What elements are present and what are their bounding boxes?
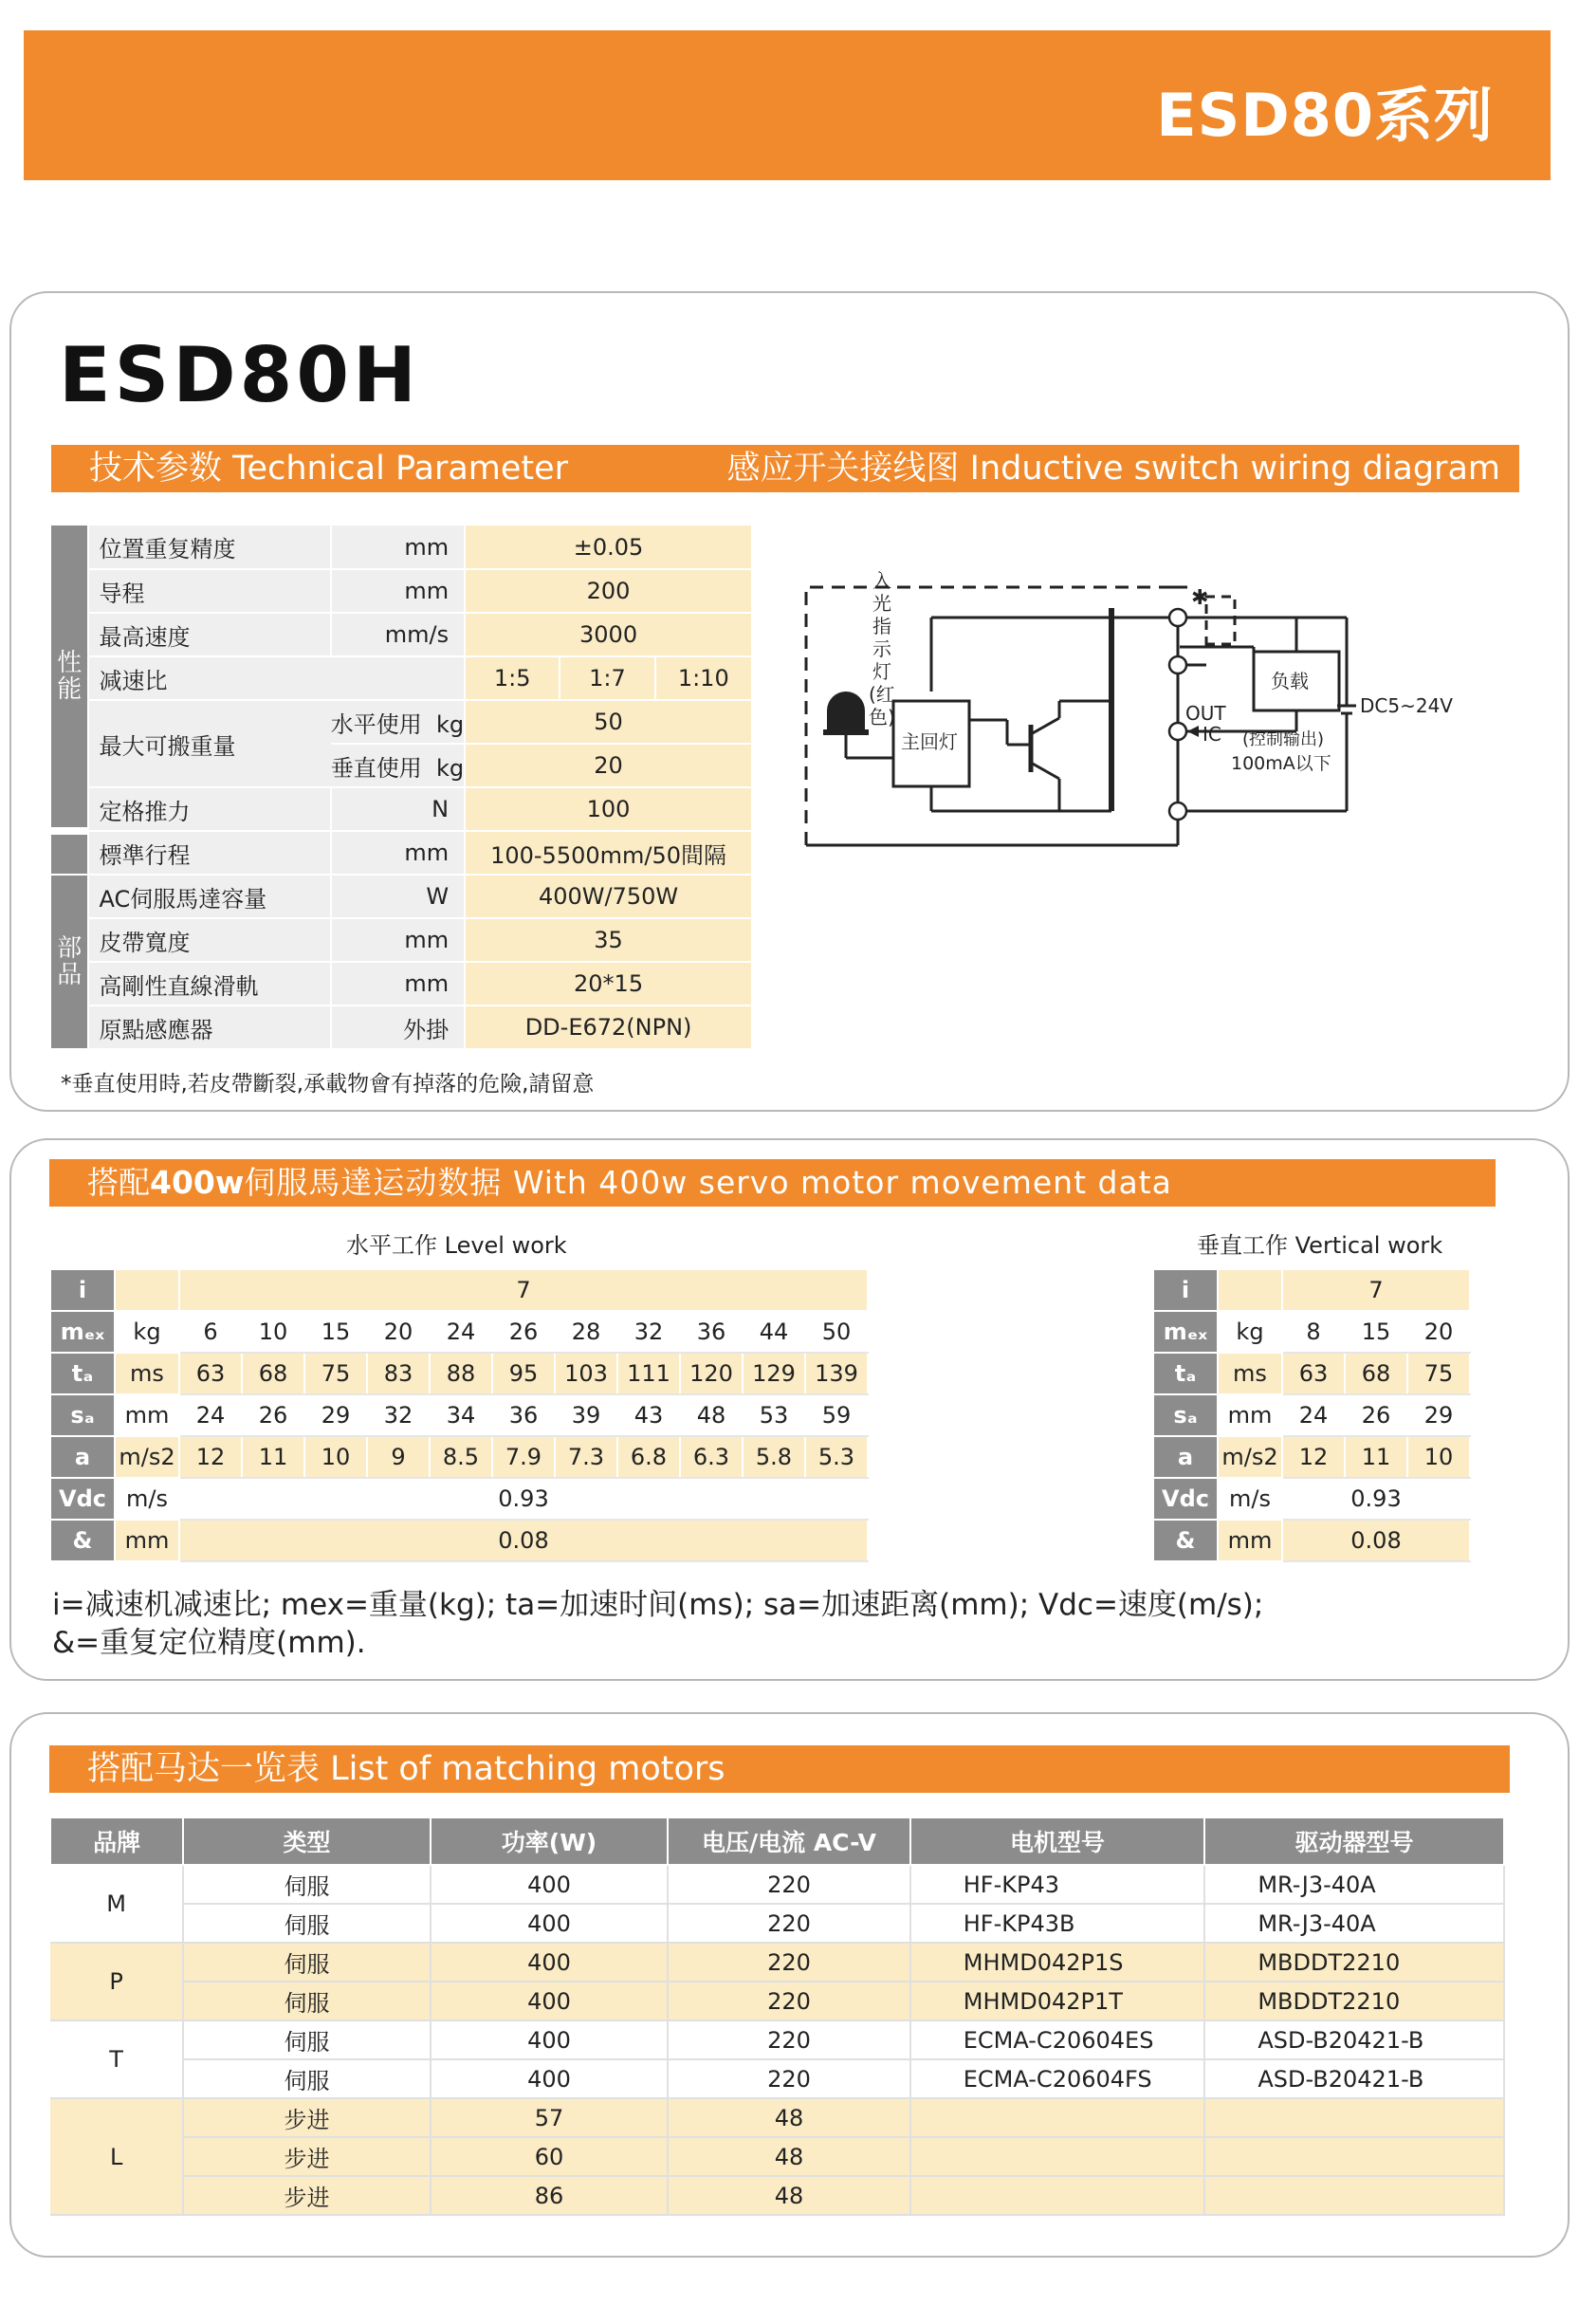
ratio-value: 1:5 — [465, 656, 560, 700]
value-cell: 0.08 — [1282, 1520, 1470, 1561]
motor-cell — [1204, 2176, 1504, 2215]
value-cell: 43 — [617, 1394, 680, 1436]
current-label: 100mA以下 — [1231, 753, 1331, 774]
motor-cell — [1204, 2098, 1504, 2137]
sub-label: 垂直使用 — [330, 754, 422, 782]
technical-panel — [9, 291, 1570, 1112]
value-cell: 5.8 — [743, 1436, 805, 1478]
param-sublabel — [331, 700, 465, 744]
motor-cell: MHMD042P1S — [910, 1943, 1205, 1982]
motor-cell: 60 — [431, 2137, 668, 2176]
param-label: 导程 — [88, 569, 330, 613]
row-label-sa: sₐ — [1153, 1394, 1218, 1436]
param-label: 最大可搬重量 — [88, 700, 330, 787]
value-cell: 24 — [430, 1311, 492, 1353]
terminal-minus-icon — [1169, 656, 1186, 673]
motor-cell — [910, 2098, 1205, 2137]
unit-cell: m/s — [1218, 1478, 1282, 1520]
motor-cell: 220 — [668, 1943, 910, 1982]
motor-cell: 48 — [668, 2137, 910, 2176]
table-row — [50, 1394, 868, 1436]
terminal-out-icon — [1169, 723, 1186, 740]
value-cell: 83 — [367, 1353, 430, 1394]
value-cell: 68 — [1345, 1353, 1407, 1394]
value-cell: 75 — [304, 1353, 367, 1394]
table-row — [50, 2176, 1504, 2215]
table-row — [50, 2059, 1504, 2098]
row-label-vdc: Vdc — [1153, 1478, 1218, 1520]
column-header: 品牌 — [50, 1817, 183, 1865]
row-label-mex: mₑₓ — [1153, 1311, 1218, 1353]
level-work-table — [49, 1268, 869, 1562]
motor-cell: HF-KP43 — [910, 1865, 1205, 1904]
column-header: 类型 — [183, 1817, 431, 1865]
motor-cell: 220 — [668, 2020, 910, 2059]
value-cell: 0.93 — [1282, 1478, 1470, 1520]
value-cell: 15 — [304, 1311, 367, 1353]
control-output-label: (控制输出) — [1242, 729, 1325, 749]
value-cell: 26 — [1345, 1394, 1407, 1436]
movement-title-bold: 400w — [150, 1164, 245, 1201]
value-cell: 8.5 — [430, 1436, 492, 1478]
value-cell: 34 — [430, 1394, 492, 1436]
value-cell: 63 — [1282, 1353, 1345, 1394]
brand-cell: M — [50, 1865, 183, 1943]
param-value: 3000 — [465, 613, 752, 656]
value-cell: 0.08 — [179, 1520, 868, 1561]
param-unit: mm — [331, 918, 465, 962]
param-value: 35 — [465, 918, 752, 962]
terminal-ground-icon — [1169, 802, 1186, 820]
column-header: 驱动器型号 — [1204, 1817, 1504, 1865]
param-value: 100-5500mm/50間隔 — [465, 831, 752, 875]
value-cell: 11 — [1345, 1436, 1407, 1478]
param-unit: mm — [331, 962, 465, 1005]
ratio-value: 1:7 — [560, 656, 654, 700]
indicator-char: 色) — [869, 706, 895, 729]
out-label: OUT — [1185, 702, 1226, 725]
param-label: 標準行程 — [88, 831, 330, 875]
param-row — [51, 613, 752, 656]
brand-cell: T — [50, 2020, 183, 2098]
table-row — [50, 1943, 1504, 1982]
row-label-i: i — [1153, 1269, 1218, 1311]
sub-unit: kg — [435, 754, 465, 782]
level-work-caption: 水平工作 Level work — [346, 1232, 567, 1259]
param-row — [51, 918, 752, 962]
indicator-char: 灯 — [872, 660, 891, 683]
param-value: 200 — [465, 569, 752, 613]
value-cell: 12 — [179, 1436, 242, 1478]
value-cell: 5.3 — [805, 1436, 868, 1478]
table-row — [50, 1865, 1504, 1904]
motor-cell: ECMA-C20604ES — [910, 2020, 1205, 2059]
wiring-diagram-title: 感应开关接线图 Inductive switch wiring diagram — [726, 450, 1500, 488]
value-cell: 120 — [680, 1353, 743, 1394]
motor-cell: MHMD042P1T — [910, 1982, 1205, 2020]
param-unit: 外掛 — [331, 1005, 465, 1049]
motor-cell: 220 — [668, 1982, 910, 2020]
param-unit: N — [331, 787, 465, 831]
table-row — [1153, 1436, 1470, 1478]
motor-cell: ASD-B20421-B — [1204, 2020, 1504, 2059]
table-row — [1153, 1478, 1470, 1520]
unit-cell — [115, 1269, 179, 1311]
table-row — [1153, 1353, 1470, 1394]
value-cell: 20 — [367, 1311, 430, 1353]
motor-cell: 伺服 — [183, 1943, 431, 1982]
param-value: ±0.05 — [465, 526, 752, 569]
motor-cell: 400 — [431, 1943, 668, 1982]
motor-cell: 步进 — [183, 2137, 431, 2176]
param-unit: mm/s — [331, 613, 465, 656]
table-row — [1153, 1269, 1470, 1311]
motor-cell — [910, 2137, 1205, 2176]
value-cell: 29 — [304, 1394, 367, 1436]
plus-star-icon: ✱ — [1191, 586, 1209, 610]
brand-cell: P — [50, 1943, 183, 2020]
value-cell: 139 — [805, 1353, 868, 1394]
value-cell: 12 — [1282, 1436, 1345, 1478]
value-cell: 68 — [242, 1353, 304, 1394]
param-row — [51, 1005, 752, 1049]
vertical-work-caption: 垂直工作 Vertical work — [1197, 1232, 1443, 1259]
motor-cell: MR-J3-40A — [1204, 1904, 1504, 1943]
value-cell: 50 — [805, 1311, 868, 1353]
param-value: 400W/750W — [465, 875, 752, 918]
param-value: 100 — [465, 787, 752, 831]
motor-cell: 伺服 — [183, 1904, 431, 1943]
out-arrow-icon — [1187, 726, 1199, 737]
motor-cell: 步进 — [183, 2098, 431, 2137]
value-cell: 36 — [680, 1311, 743, 1353]
param-value: 50 — [465, 700, 752, 744]
motor-cell: 伺服 — [183, 2020, 431, 2059]
value-cell: 24 — [179, 1394, 242, 1436]
value-cell: 53 — [743, 1394, 805, 1436]
table-row — [1153, 1520, 1470, 1561]
motor-cell: 400 — [431, 2020, 668, 2059]
dc-voltage-label: DC5~24V — [1360, 694, 1453, 717]
terminal-plus-icon — [1169, 609, 1186, 626]
column-header: 功率(W) — [431, 1817, 668, 1865]
indicator-char: 光 — [872, 592, 891, 615]
param-label: 高剛性直線滑軌 — [88, 962, 330, 1005]
value-cell: 6.8 — [617, 1436, 680, 1478]
unit-cell: ms — [1218, 1353, 1282, 1394]
table-row — [50, 2137, 1504, 2176]
param-row — [51, 526, 752, 569]
table-row — [50, 1478, 868, 1520]
param-row — [51, 656, 752, 700]
unit-cell: mm — [115, 1520, 179, 1561]
value-cell: 10 — [304, 1436, 367, 1478]
row-label-ta: tₐ — [50, 1353, 115, 1394]
param-unit: mm — [331, 526, 465, 569]
motor-cell: 伺服 — [183, 1982, 431, 2020]
legend-line: i=减速机减速比; mex=重量(kg); ta=加速时间(ms); sa=加速距离(mm); Vdc=速度(m/s); — [52, 1588, 1264, 1622]
param-row — [51, 962, 752, 1005]
indicator-char: 指 — [872, 615, 891, 637]
motor-cell: 伺服 — [183, 2059, 431, 2098]
value-cell: 24 — [1282, 1394, 1345, 1436]
indicator-char: 入 — [872, 569, 891, 592]
param-value: DD-E672(NPN) — [465, 1005, 752, 1049]
value-cell: 0.93 — [179, 1478, 868, 1520]
value-cell: 6 — [179, 1311, 242, 1353]
param-label: 最高速度 — [88, 613, 330, 656]
symbol-legend — [52, 1586, 1263, 1662]
unit-cell: kg — [115, 1311, 179, 1353]
legend-line: &=重复定位精度(mm). — [52, 1626, 366, 1660]
motor-cell — [1204, 2137, 1504, 2176]
column-header: 电机型号 — [910, 1817, 1205, 1865]
unit-cell: m/s2 — [1218, 1436, 1282, 1478]
value-cell: 95 — [492, 1353, 555, 1394]
side-blank — [51, 831, 88, 875]
unit-cell: mm — [115, 1394, 179, 1436]
value-cell: 7.9 — [492, 1436, 555, 1478]
value-cell: 8 — [1282, 1311, 1345, 1353]
unit-cell: m/s2 — [115, 1436, 179, 1478]
side-label-parts: 部 品 — [51, 875, 88, 1049]
value-cell: 28 — [555, 1311, 617, 1353]
unit-cell: ms — [115, 1353, 179, 1394]
ratio-cell: 7 — [179, 1269, 868, 1311]
param-row — [51, 700, 752, 744]
wiring-diagram — [789, 559, 1472, 862]
row-label-i: i — [50, 1269, 115, 1311]
series-title: ESD80系列 — [1156, 81, 1494, 150]
motor-cell: HF-KP43B — [910, 1904, 1205, 1943]
section-bar-technical — [51, 445, 1519, 492]
row-label-amp: & — [1153, 1520, 1218, 1561]
ic-label: IC — [1203, 723, 1221, 746]
motor-cell: 48 — [668, 2098, 910, 2137]
value-cell: 20 — [1407, 1311, 1470, 1353]
motor-cell — [910, 2176, 1205, 2215]
param-label: 皮帶寬度 — [88, 918, 330, 962]
indicator-char: 示 — [872, 637, 891, 660]
param-row — [51, 875, 752, 918]
param-label: 位置重复精度 — [88, 526, 330, 569]
terminal-dashed-box — [1206, 597, 1235, 646]
value-cell: 10 — [242, 1311, 304, 1353]
ratio-value: 1:10 — [655, 656, 752, 700]
param-label: 原點感應器 — [88, 1005, 330, 1049]
table-row — [50, 1904, 1504, 1943]
value-cell: 36 — [492, 1394, 555, 1436]
motor-cell: 220 — [668, 1904, 910, 1943]
param-label: 定格推力 — [88, 787, 330, 831]
value-cell: 10 — [1407, 1436, 1470, 1478]
value-cell: 103 — [555, 1353, 617, 1394]
sub-label: 水平使用 — [330, 710, 422, 738]
brand-cell: L — [50, 2098, 183, 2215]
product-model: ESD80H — [59, 331, 420, 419]
value-cell: 29 — [1407, 1394, 1470, 1436]
param-unit: W — [331, 875, 465, 918]
header-row — [50, 1817, 1504, 1865]
param-label: 减速比 — [88, 656, 465, 700]
technical-parameter-title: 技术参数 Technical Parameter — [89, 450, 569, 488]
unit-cell: kg — [1218, 1311, 1282, 1353]
param-value: 20*15 — [465, 962, 752, 1005]
indicator-char: (红 — [869, 683, 895, 706]
movement-title-rest: 伺服馬達运动数据 With 400w servo motor movement data — [244, 1164, 1172, 1201]
table-row — [50, 1436, 868, 1478]
side-label-performance: 性 能 — [51, 526, 88, 831]
motor-cell: MBDDT2210 — [1204, 1982, 1504, 2020]
motor-cell: 400 — [431, 1904, 668, 1943]
movement-title-prefix: 搭配 — [87, 1164, 150, 1201]
table-row — [50, 1269, 868, 1311]
value-cell: 11 — [242, 1436, 304, 1478]
value-cell: 44 — [743, 1311, 805, 1353]
technical-parameter-table — [51, 526, 753, 1050]
value-cell: 15 — [1345, 1311, 1407, 1353]
value-cell: 75 — [1407, 1353, 1470, 1394]
unit-cell: mm — [1218, 1520, 1282, 1561]
param-label: AC伺服馬達容量 — [88, 875, 330, 918]
value-cell: 32 — [617, 1311, 680, 1353]
indicator-lamp-icon — [827, 692, 865, 729]
value-cell: 7.3 — [555, 1436, 617, 1478]
motors-title: 搭配马达一览表 List of matching motors — [87, 1750, 725, 1788]
ratio-cell: 7 — [1282, 1269, 1470, 1311]
param-sublabel — [331, 744, 465, 787]
value-cell: 39 — [555, 1394, 617, 1436]
param-unit: mm — [331, 831, 465, 875]
section-bar-movement — [49, 1159, 1496, 1207]
param-row — [51, 831, 752, 875]
value-cell: 6.3 — [680, 1436, 743, 1478]
motor-cell: 48 — [668, 2176, 910, 2215]
motor-cell: MBDDT2210 — [1204, 1943, 1504, 1982]
motor-cell: 57 — [431, 2098, 668, 2137]
row-label-a: a — [1153, 1436, 1218, 1478]
table-row — [50, 2098, 1504, 2137]
motor-cell: ASD-B20421-B — [1204, 2059, 1504, 2098]
table-row — [1153, 1311, 1470, 1353]
value-cell: 48 — [680, 1394, 743, 1436]
param-unit: mm — [331, 569, 465, 613]
load-label: 负载 — [1271, 670, 1309, 692]
column-header: 电压/电流 AC-V — [668, 1817, 910, 1865]
row-label-mex: mₑₓ — [50, 1311, 115, 1353]
vertical-use-note: *垂直使用時,若皮帶斷裂,承載物會有掉落的危險,請留意 — [61, 1072, 595, 1097]
value-cell: 111 — [617, 1353, 680, 1394]
motor-cell: 400 — [431, 1865, 668, 1904]
motor-cell: 步进 — [183, 2176, 431, 2215]
motor-cell: 86 — [431, 2176, 668, 2215]
value-cell: 9 — [367, 1436, 430, 1478]
value-cell: 32 — [367, 1394, 430, 1436]
sub-unit: kg — [435, 710, 465, 738]
row-label-amp: & — [50, 1520, 115, 1561]
param-value: 20 — [465, 744, 752, 787]
unit-cell: m/s — [115, 1478, 179, 1520]
value-cell: 26 — [242, 1394, 304, 1436]
matching-motors-table — [49, 1817, 1505, 2216]
value-cell: 63 — [179, 1353, 242, 1394]
row-label-ta: tₐ — [1153, 1353, 1218, 1394]
unit-cell — [1218, 1269, 1282, 1311]
table-row — [50, 1353, 868, 1394]
param-row — [51, 787, 752, 831]
motor-cell: 400 — [431, 1982, 668, 2020]
param-row — [51, 569, 752, 613]
vertical-work-table — [1152, 1268, 1471, 1562]
motor-cell: 220 — [668, 1865, 910, 1904]
motor-cell: 220 — [668, 2059, 910, 2098]
series-header-bar — [24, 30, 1551, 180]
motor-cell: 伺服 — [183, 1865, 431, 1904]
main-light-label: 主回灯 — [901, 730, 958, 753]
motor-cell: ECMA-C20604FS — [910, 2059, 1205, 2098]
table-row — [50, 1982, 1504, 2020]
motor-cell: MR-J3-40A — [1204, 1865, 1504, 1904]
value-cell: 129 — [743, 1353, 805, 1394]
row-label-vdc: Vdc — [50, 1478, 115, 1520]
row-label-a: a — [50, 1436, 115, 1478]
table-row — [1153, 1394, 1470, 1436]
table-row — [50, 1520, 868, 1561]
value-cell: 26 — [492, 1311, 555, 1353]
section-bar-motors — [49, 1745, 1510, 1793]
motor-cell: 400 — [431, 2059, 668, 2098]
unit-cell: mm — [1218, 1394, 1282, 1436]
row-label-sa: sₐ — [50, 1394, 115, 1436]
table-row — [50, 2020, 1504, 2059]
value-cell: 59 — [805, 1394, 868, 1436]
table-row — [50, 1311, 868, 1353]
value-cell: 88 — [430, 1353, 492, 1394]
